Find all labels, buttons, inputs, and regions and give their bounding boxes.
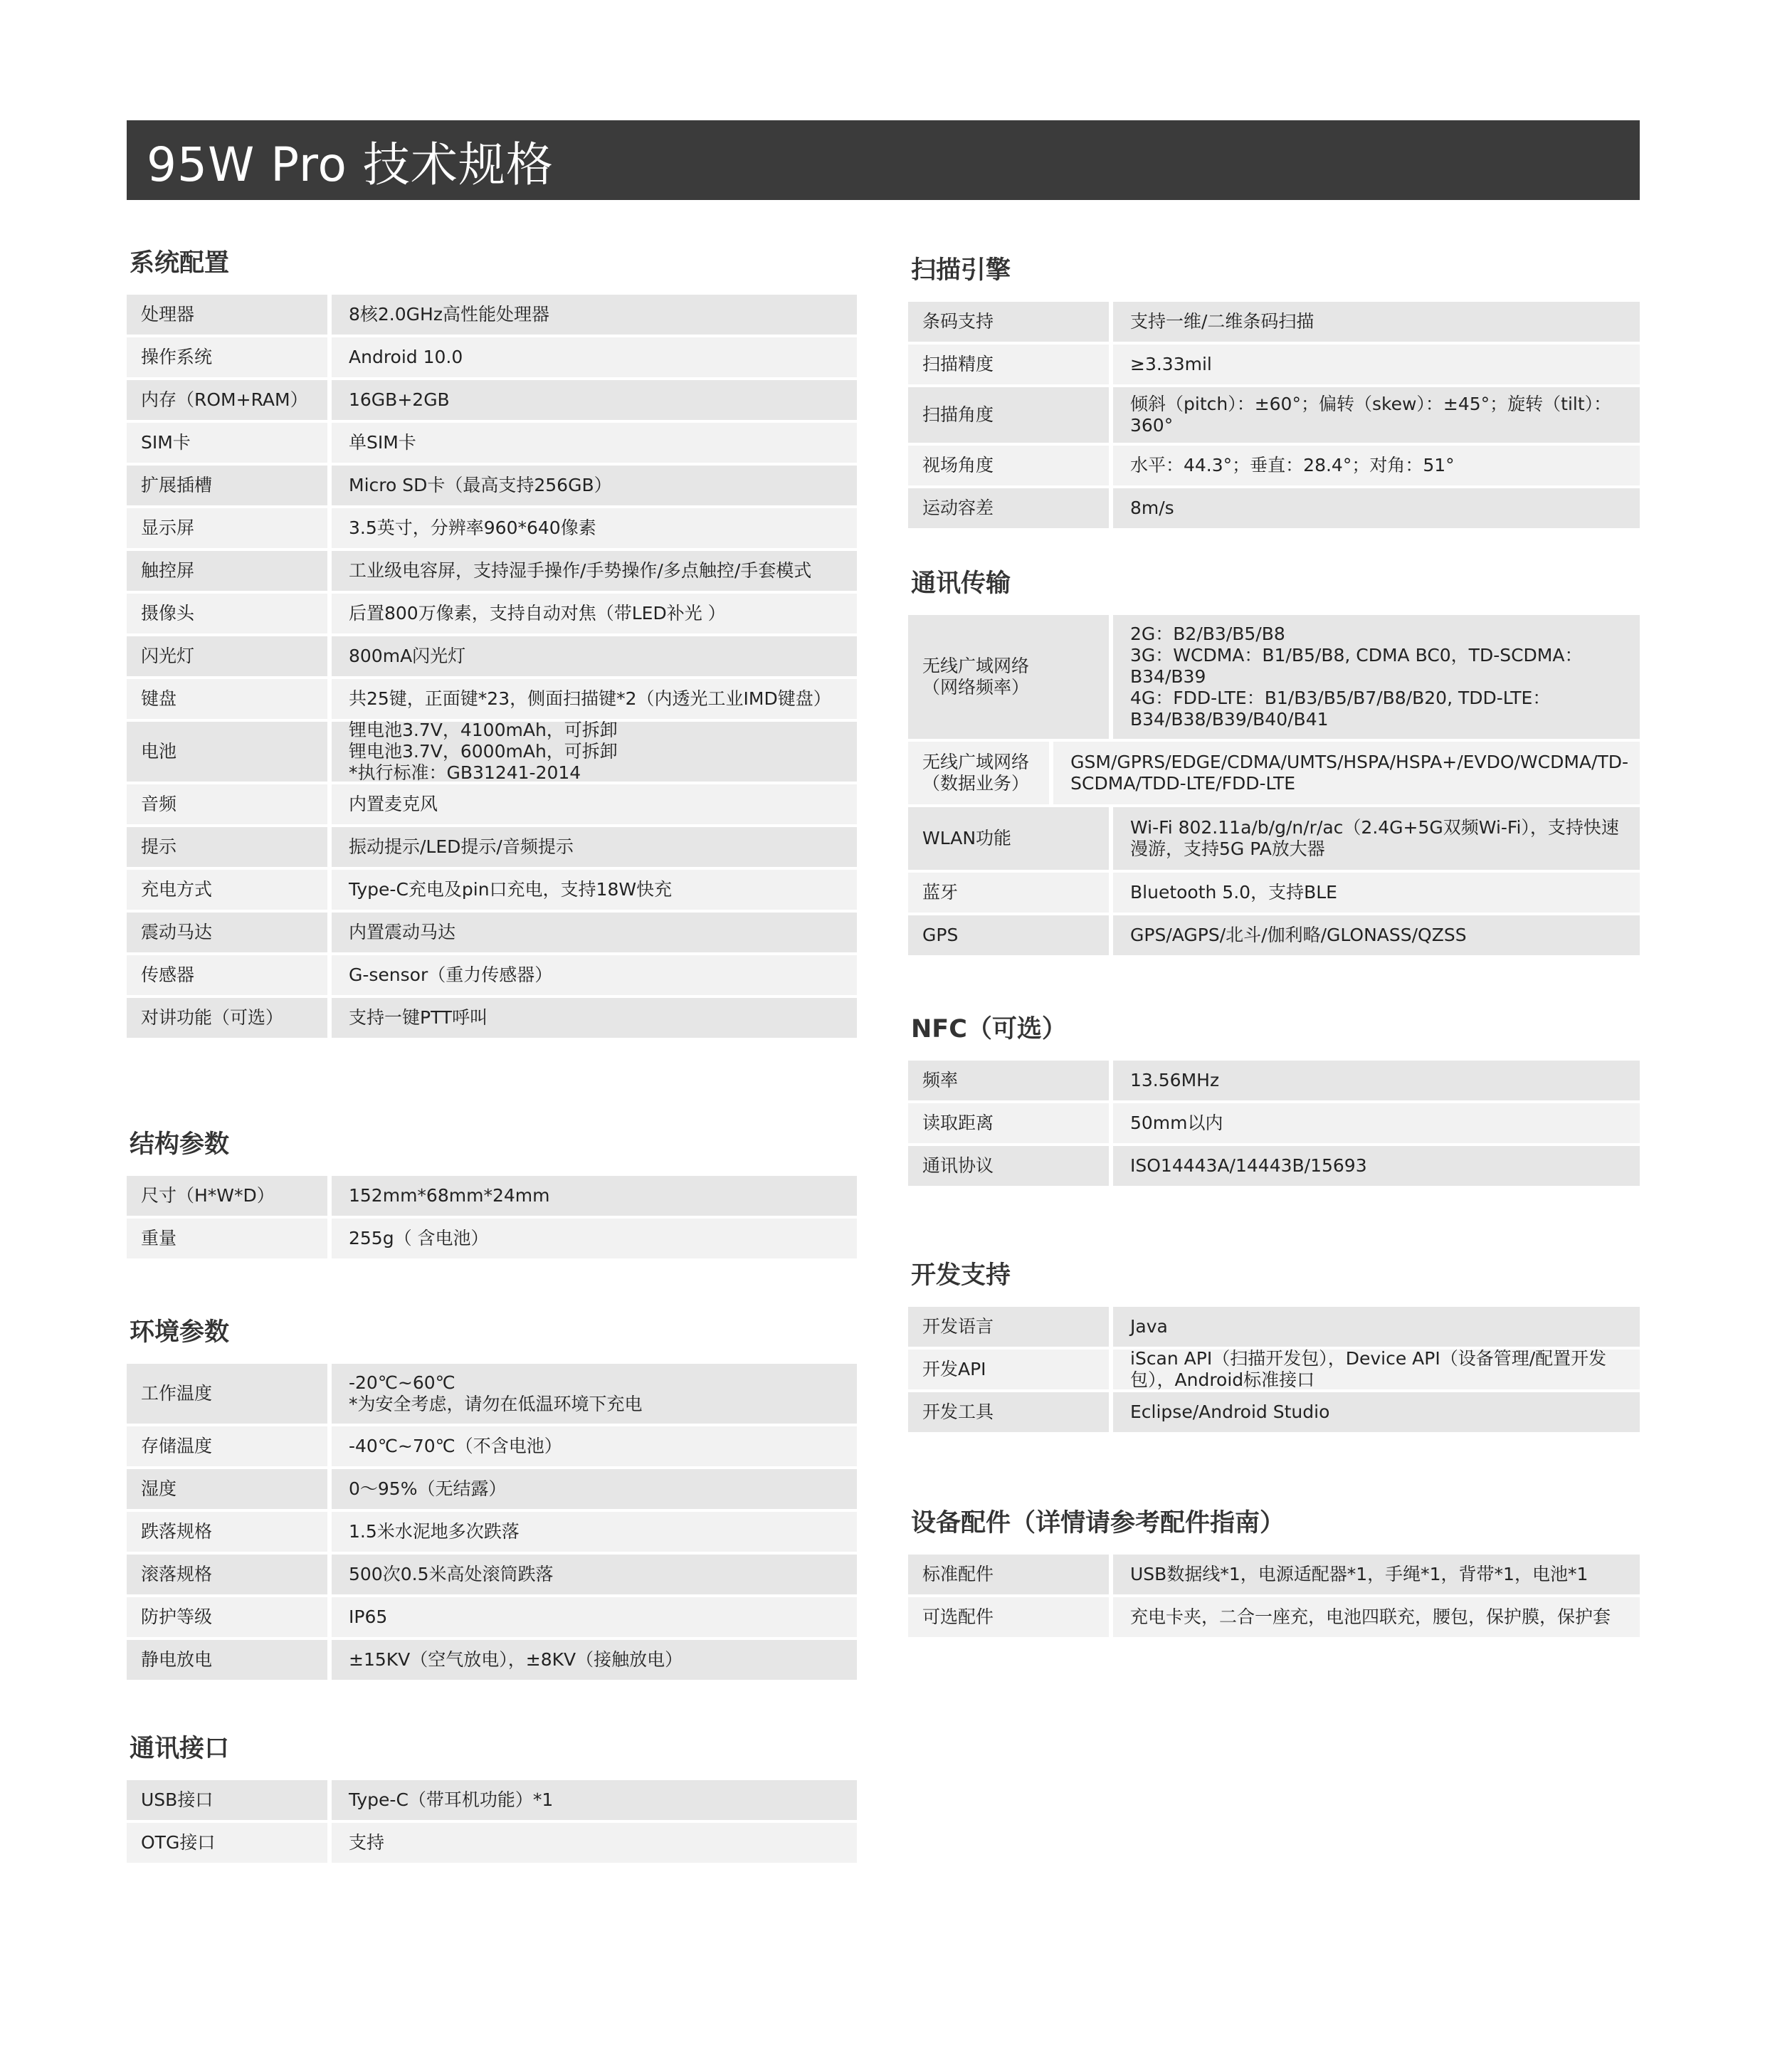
spec-label: WLAN功能	[908, 807, 1109, 870]
spec-row	[127, 380, 857, 420]
spec-label: 摄像头	[127, 594, 327, 633]
spec-row	[127, 784, 857, 824]
spec-value: -40℃~70℃（不含电池）	[332, 1426, 857, 1466]
spec-label: 湿度	[127, 1469, 327, 1509]
spec-label: 运动容差	[908, 488, 1109, 528]
spec-value: 后置800万像素，支持自动对焦（带LED补光 ）	[332, 594, 857, 633]
spec-label: 操作系统	[127, 337, 327, 377]
spec-label: 显示屏	[127, 508, 327, 548]
spec-value: 内置震动马达	[332, 913, 857, 952]
spec-row	[908, 807, 1640, 870]
spec-row	[127, 508, 857, 548]
section-accessories	[908, 1502, 1640, 1640]
spec-label: 可选配件	[908, 1597, 1109, 1637]
spec-row	[127, 1823, 857, 1863]
spec-label: 传感器	[127, 955, 327, 995]
spec-label: 蓝牙	[908, 873, 1109, 913]
section-title: 通讯传输	[911, 569, 1011, 598]
spec-value: 工业级电容屏，支持湿手操作/手势操作/多点触控/手套模式	[332, 551, 857, 591]
spec-row	[908, 345, 1640, 384]
spec-label: 扫描精度	[908, 345, 1109, 384]
spec-value: 2G：B2/B3/B5/B8 3G：WCDMA：B1/B5/B8, CDMA BC0，TD-SCDMA：B34/B39 4G：FDD-LTE：B1/B3/B5/B7/B8/B20, TDD-LTE：B34/B38/B39/B40/B41	[1113, 615, 1640, 739]
spec-label: SIM卡	[127, 423, 327, 463]
spec-value: 50mm以内	[1113, 1103, 1640, 1143]
section-title: 环境参数	[130, 1318, 230, 1347]
spec-label: 频率	[908, 1061, 1109, 1100]
section-title: 开发支持	[911, 1261, 1011, 1290]
spec-value: 支持	[332, 1823, 857, 1863]
spec-value: USB数据线*1，电源适配器*1，手绳*1，背带*1，电池*1	[1113, 1555, 1640, 1594]
spec-row	[908, 742, 1640, 804]
spec-value: Wi-Fi 802.11a/b/g/n/r/ac（2.4G+5G双频Wi-Fi），支持快速漫游，支持5G PA放大器	[1113, 807, 1640, 870]
spec-row	[908, 1307, 1640, 1347]
section-interfaces	[127, 1727, 857, 1866]
spec-value: 0～95%（无结露）	[332, 1469, 857, 1509]
spec-label: 存储温度	[127, 1426, 327, 1466]
spec-row	[127, 466, 857, 505]
spec-row	[908, 488, 1640, 528]
spec-row	[908, 1555, 1640, 1594]
spec-row	[127, 1219, 857, 1258]
spec-value: 共25键，正面键*23，侧面扫描键*2（内透光工业IMD键盘）	[332, 679, 857, 719]
spec-row	[908, 446, 1640, 485]
spec-label: 内存（ROM+RAM）	[127, 380, 327, 420]
spec-label: 标准配件	[908, 1555, 1109, 1594]
spec-value: 13.56MHz	[1113, 1061, 1640, 1100]
spec-row	[127, 1469, 857, 1509]
spec-row	[127, 998, 857, 1038]
spec-label: 工作温度	[127, 1364, 327, 1424]
spec-label: 通讯协议	[908, 1146, 1109, 1186]
spec-row	[127, 1364, 857, 1424]
spec-value: 255g（ 含电池）	[332, 1219, 857, 1258]
spec-value: 支持一维/二维条码扫描	[1113, 302, 1640, 342]
section-title: 设备配件（详情请参考配件指南）	[911, 1509, 1285, 1537]
spec-row	[127, 870, 857, 910]
spec-label: 充电方式	[127, 870, 327, 910]
spec-value: IP65	[332, 1597, 857, 1637]
spec-row	[908, 1597, 1640, 1637]
spec-value: Type-C（带耳机功能）*1	[332, 1780, 857, 1820]
spec-label: 无线广域网络 （网络频率）	[908, 615, 1109, 739]
spec-value: GPS/AGPS/北斗/伽利略/GLONASS/QZSS	[1113, 915, 1640, 955]
spec-value: Type-C充电及pin口充电，支持18W快充	[332, 870, 857, 910]
spec-value: 3.5英寸，分辨率960*640像素	[332, 508, 857, 548]
spec-value: G-sensor（重力传感器）	[332, 955, 857, 995]
spec-label: 闪光灯	[127, 636, 327, 676]
spec-value: ≥3.33mil	[1113, 345, 1640, 384]
spec-label: 开发工具	[908, 1392, 1109, 1432]
section-title: 扫描引擎	[911, 256, 1011, 285]
section-scan-engine	[908, 249, 1640, 531]
spec-value: GSM/GPRS/EDGE/CDMA/UMTS/HSPA/HSPA+/EVDO/WCDMA/TD-SCDMA/TDD-LTE/FDD-LTE	[1053, 742, 1640, 804]
spec-label: 开发API	[908, 1350, 1109, 1389]
spec-value: Bluetooth 5.0，支持BLE	[1113, 873, 1640, 913]
section-title: NFC（可选）	[911, 1015, 1067, 1043]
spec-row	[127, 1176, 857, 1216]
spec-row	[908, 873, 1640, 913]
section-structure	[127, 1123, 857, 1261]
spec-row	[908, 1061, 1640, 1100]
spec-label: 键盘	[127, 679, 327, 719]
spec-value: iScan API（扫描开发包），Device API（设备管理/配置开发包），Android标准接口	[1113, 1350, 1640, 1389]
spec-value: 单SIM卡	[332, 423, 857, 463]
spec-value: Eclipse/Android Studio	[1113, 1392, 1640, 1432]
spec-row	[908, 1146, 1640, 1186]
spec-value: Micro SD卡（最高支持256GB）	[332, 466, 857, 505]
spec-value: 水平：44.3°；垂直：28.4°；对角：51°	[1113, 446, 1640, 485]
spec-label: 音频	[127, 784, 327, 824]
spec-value: 8核2.0GHz高性能处理器	[332, 295, 857, 335]
spec-row	[908, 1350, 1640, 1389]
spec-value: ±15KV（空气放电），±8KV（接触放电）	[332, 1640, 857, 1680]
spec-label: 震动马达	[127, 913, 327, 952]
spec-label: 触控屏	[127, 551, 327, 591]
spec-value: 800mA闪光灯	[332, 636, 857, 676]
spec-row	[127, 337, 857, 377]
spec-label: 条码支持	[908, 302, 1109, 342]
spec-label: GPS	[908, 915, 1109, 955]
spec-row	[127, 594, 857, 633]
spec-value: 500次0.5米高处滚筒跌落	[332, 1555, 857, 1594]
section-environment	[127, 1311, 857, 1683]
spec-row	[908, 1392, 1640, 1432]
spec-row	[127, 827, 857, 867]
spec-value: 振动提示/LED提示/音频提示	[332, 827, 857, 867]
section-nfc	[908, 1008, 1640, 1189]
spec-value: 锂电池3.7V，4100mAh，可拆卸 锂电池3.7V，6000mAh，可拆卸 *执行标准：GB31241-2014	[332, 722, 857, 782]
page-title: 95W Pro 技术规格	[127, 120, 1640, 200]
spec-label: 扫描角度	[908, 387, 1109, 443]
spec-row	[127, 636, 857, 676]
spec-row	[127, 295, 857, 335]
spec-row	[127, 913, 857, 952]
spec-label: 电池	[127, 722, 327, 782]
spec-value: 8m/s	[1113, 488, 1640, 528]
spec-row	[908, 387, 1640, 443]
spec-label: 滚落规格	[127, 1555, 327, 1594]
section-dev-support	[908, 1254, 1640, 1435]
spec-row	[908, 302, 1640, 342]
spec-label: 读取距离	[908, 1103, 1109, 1143]
section-system-config	[127, 242, 857, 1041]
spec-row	[127, 423, 857, 463]
spec-row	[127, 551, 857, 591]
section-title: 系统配置	[130, 249, 230, 278]
spec-label: 对讲功能（可选）	[127, 998, 327, 1038]
section-communication	[908, 562, 1640, 958]
spec-row	[127, 1426, 857, 1466]
spec-row	[127, 1640, 857, 1680]
spec-row	[127, 722, 857, 782]
section-title: 结构参数	[130, 1130, 230, 1159]
spec-label: 尺寸（H*W*D）	[127, 1176, 327, 1216]
spec-value: 充电卡夹，二合一座充，电池四联充，腰包，保护膜，保护套	[1113, 1597, 1640, 1637]
spec-row	[127, 1780, 857, 1820]
spec-value: Android 10.0	[332, 337, 857, 377]
spec-label: 跌落规格	[127, 1512, 327, 1552]
spec-row	[127, 955, 857, 995]
spec-row	[908, 915, 1640, 955]
spec-row	[908, 615, 1640, 739]
spec-row	[127, 1597, 857, 1637]
spec-label: 无线广域网络 （数据业务）	[908, 742, 1049, 804]
spec-label: 重量	[127, 1219, 327, 1258]
spec-value: 152mm*68mm*24mm	[332, 1176, 857, 1216]
spec-label: 视场角度	[908, 446, 1109, 485]
spec-value: ISO14443A/14443B/15693	[1113, 1146, 1640, 1186]
spec-label: 处理器	[127, 295, 327, 335]
spec-value: 内置麦克风	[332, 784, 857, 824]
spec-row	[127, 679, 857, 719]
spec-value: -20℃~60℃ *为安全考虑，请勿在低温环境下充电	[332, 1364, 857, 1424]
spec-value: 支持一键PTT呼叫	[332, 998, 857, 1038]
spec-label: USB接口	[127, 1780, 327, 1820]
spec-value: Java	[1113, 1307, 1640, 1347]
spec-label: OTG接口	[127, 1823, 327, 1863]
spec-label: 防护等级	[127, 1597, 327, 1637]
spec-label: 静电放电	[127, 1640, 327, 1680]
spec-label: 提示	[127, 827, 327, 867]
spec-value: 16GB+2GB	[332, 380, 857, 420]
section-title: 通讯接口	[130, 1735, 230, 1763]
spec-label: 开发语言	[908, 1307, 1109, 1347]
spec-row	[908, 1103, 1640, 1143]
spec-row	[127, 1555, 857, 1594]
spec-row	[127, 1512, 857, 1552]
spec-value: 倾斜（pitch）：±60°；偏转（skew）：±45°；旋转（tilt）：360°	[1113, 387, 1640, 443]
spec-label: 扩展插槽	[127, 466, 327, 505]
spec-value: 1.5米水泥地多次跌落	[332, 1512, 857, 1552]
